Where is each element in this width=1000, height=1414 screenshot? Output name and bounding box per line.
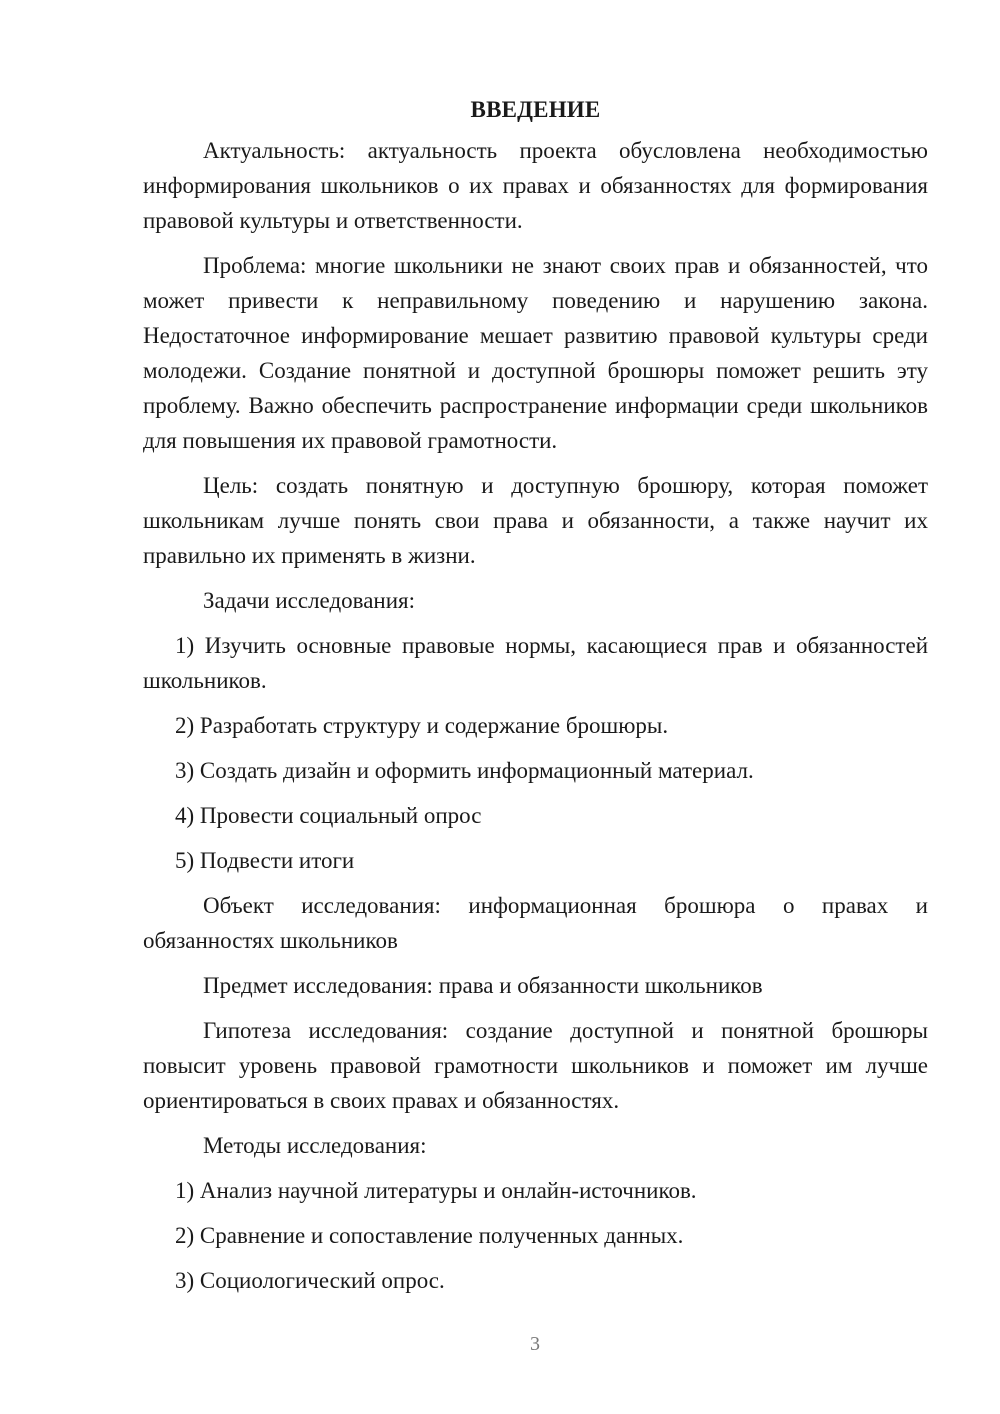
task-item: 4) Провести социальный опрос: [175, 803, 482, 828]
task-item: 5) Подвести итоги: [175, 848, 355, 873]
tasks-title: Задачи исследования:: [203, 588, 416, 613]
task-item: 1) Изучить основные правовые нормы, касающиеся прав и обязанностей школьников.: [143, 633, 928, 693]
relevance-paragraph: Актуальность: актуальность проекта обусловлена необходимостью информирования школьников о их правах и обязанностях для формирования правовой культуры и ответственности.: [143, 138, 928, 233]
task-item: 3) Создать дизайн и оформить информационный материал.: [175, 758, 754, 783]
subject-paragraph: Предмет исследования: права и обязанности школьников: [203, 973, 763, 998]
page-heading: ВВЕДЕНИЕ: [470, 97, 601, 122]
task-item: 2) Разработать структуру и содержание брошюры.: [175, 713, 669, 738]
methods-list: [143, 1173, 928, 1298]
method-item: 3) Социологический опрос.: [175, 1268, 445, 1293]
hypothesis-paragraph: Гипотеза исследования: создание доступной и понятной брошюры повысит уровень правовой грамотности школьников и поможет им лучше ориентироваться в своих правах и обязанностях.: [143, 1018, 928, 1113]
page-number: 3: [530, 1333, 540, 1355]
goal-paragraph: Цель: создать понятную и доступную брошюру, которая поможет школьникам лучше понять свои права и обязанности, а также научит их правильно их применять в жизни.: [143, 473, 928, 568]
method-item: 2) Сравнение и сопоставление полученных данных.: [175, 1223, 684, 1248]
page-body: [143, 92, 928, 1298]
problem-paragraph: Проблема: многие школьники не знают своих прав и обязанностей, что может привести к неправильному поведению и нарушению закона. Недостаточное информирование мешает развитию правовой культуры среди молодежи. Создание понятной и доступной брошюры поможет решить эту проблему. Важно обеспечить распространение информации среди школьников для повышения их правовой грамотности.: [143, 253, 928, 453]
method-item: 1) Анализ научной литературы и онлайн-источников.: [175, 1178, 697, 1203]
methods-title: Методы исследования:: [203, 1133, 427, 1158]
object-paragraph: Объект исследования: информационная брошюра о правах и обязанностях школьников: [143, 893, 928, 953]
tasks-list: [143, 628, 928, 878]
